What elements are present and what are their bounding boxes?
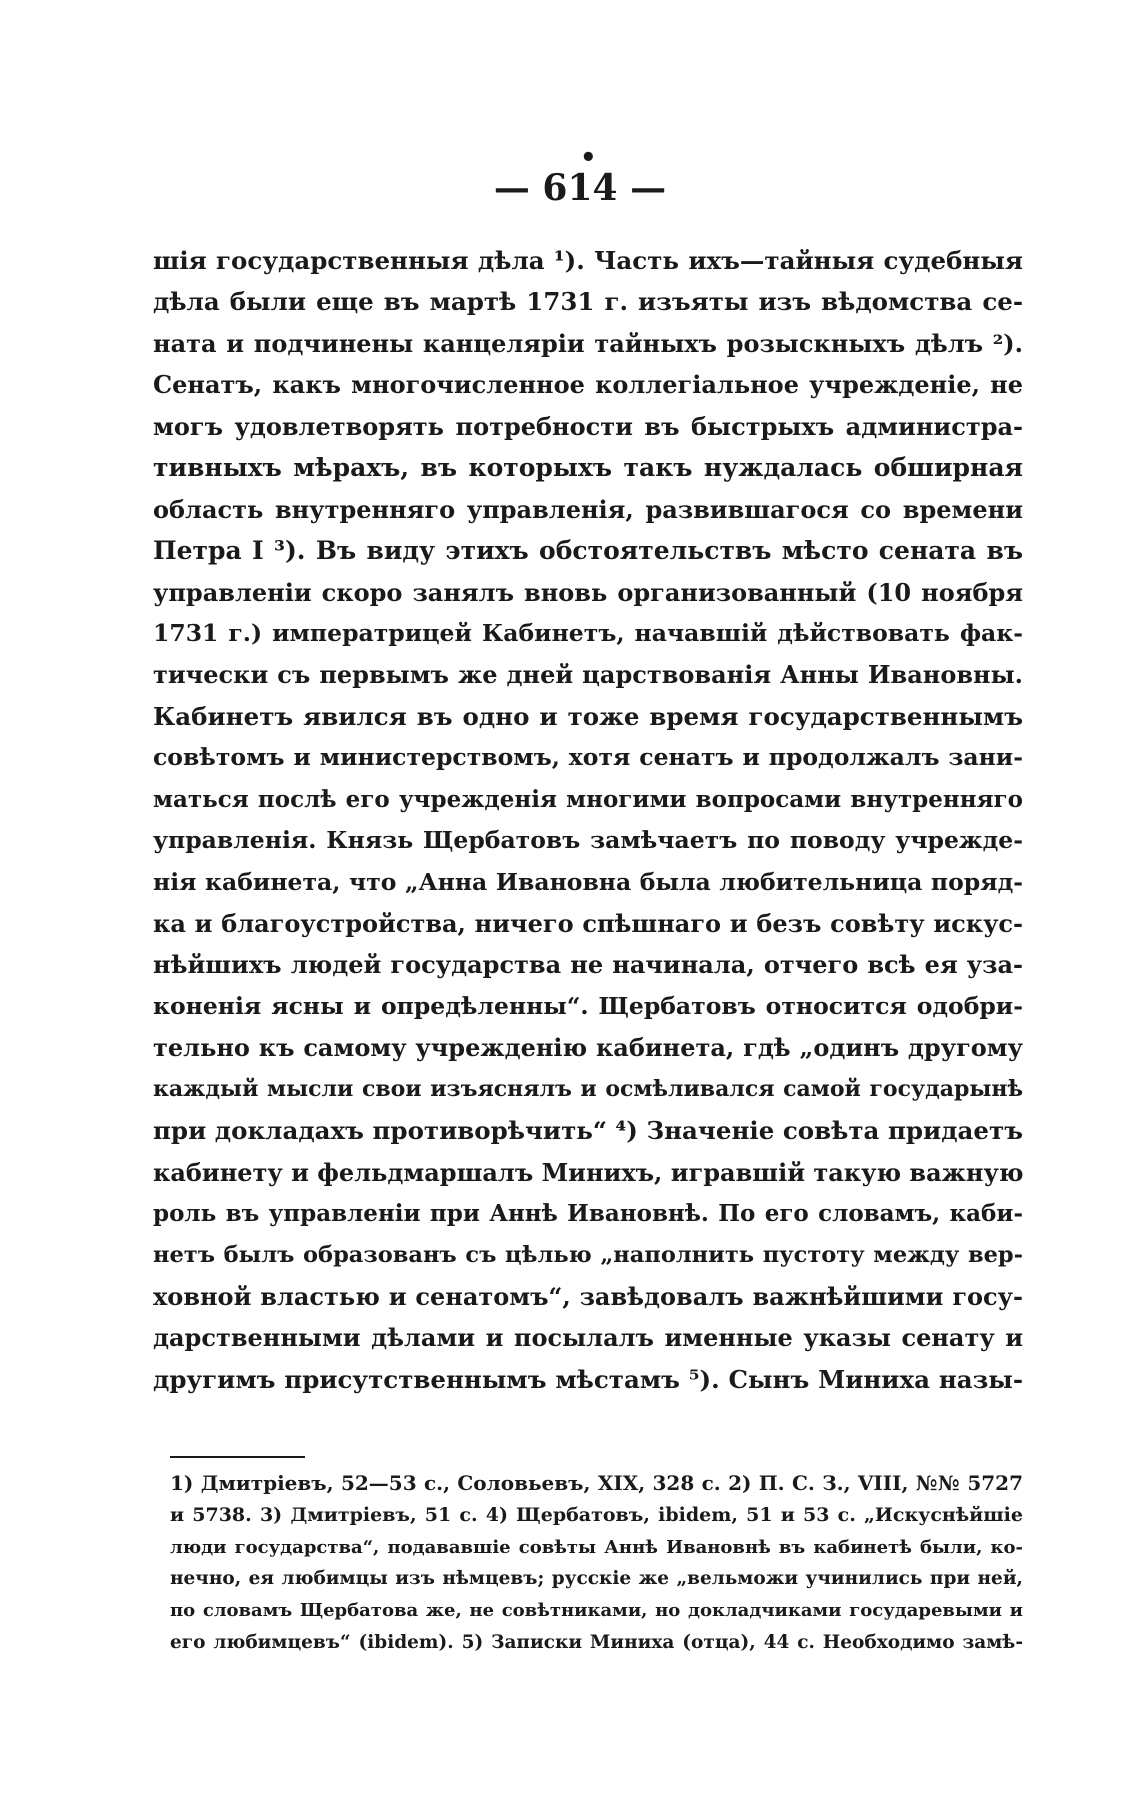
text-line: ка и благоустройства, ничего спѣшнаго и безъ совѣту искус- xyxy=(153,909,1023,938)
footnote-line: по словамъ Щербатова же, не совѣтниками, но докладчиками государевыми и xyxy=(170,1600,1023,1622)
body-text xyxy=(153,240,1023,1400)
text-line: ната и подчинены канцеляріи тайныхъ розыскныхъ дѣлъ ²). xyxy=(153,328,1023,358)
footnote-line: люди государства“, подававшіе совѣты Аннѣ Ивановнѣ въ кабинетѣ были, ко- xyxy=(170,1536,1023,1558)
text-line: управленія. Князь Щербатовъ замѣчаетъ по поводу учрежде- xyxy=(153,826,1023,855)
text-line: другимъ присутственнымъ мѣстамъ ⁵). Сынъ Миниха назы- xyxy=(153,1364,1023,1394)
text-line: область внутренняго управленія, развившагося со времени xyxy=(153,494,1023,524)
text-line: маться послѣ его учрежденія многими вопросами внутренняго xyxy=(153,785,1023,813)
text-line: каждый мысли свои изъяснялъ и осмѣливался самой государынѣ xyxy=(153,1075,1023,1102)
page-number: — 614 — xyxy=(493,167,667,209)
text-line: кабинету и фельдмаршалъ Минихъ, игравшій такую важную xyxy=(153,1157,1024,1187)
text-line: нѣйшихъ людей государства не начинала, отчего всѣ ея уза- xyxy=(153,950,1023,980)
text-line: Сенатъ, какъ многочисленное коллегіальное учрежденіе, не xyxy=(153,370,1023,400)
text-line: 1731 г.) императрицей Кабинетъ, начавшій дѣйствовать фак- xyxy=(153,618,1023,647)
text-line: роль въ управленіи при Аннѣ Ивановнѣ. По его словамъ, каби- xyxy=(153,1200,1023,1228)
page-mark: • xyxy=(580,143,597,173)
footnote-line: нечно, ея любимцы изъ нѣмцевъ; русскіе же „вельможи учинились при ней, xyxy=(170,1568,1023,1590)
text-line: могъ удовлетворять потребности въ быстрыхъ администра- xyxy=(153,411,1023,441)
text-line: коненія ясны и опредѣленны“. Щербатовъ относится одобри- xyxy=(153,991,1023,1020)
text-line: тивныхъ мѣрахъ, въ которыхъ такъ нуждалась обширная xyxy=(153,453,1023,483)
text-line: дѣла были еще въ мартѣ 1731 г. изъяты изъ вѣдомства се- xyxy=(153,287,1023,317)
text-line: управленіи скоро занялъ вновь организованный (10 ноября xyxy=(153,577,1023,607)
text-line: шія государственныя дѣла ¹). Часть ихъ—тайныя судебныя xyxy=(153,246,1023,275)
text-line: нетъ былъ образованъ съ цѣлью „наполнить пустоту между вер- xyxy=(153,1241,1023,1268)
text-line: совѣтомъ и министерствомъ, хотя сенатъ и продолжалъ зани- xyxy=(153,743,1023,772)
text-line: Петра I ³). Въ виду этихъ обстоятельствъ мѣсто сената въ xyxy=(153,536,1023,566)
text-line: Кабинетъ явился въ одно и тоже время государственнымъ xyxy=(153,701,1023,731)
text-line: дарственными дѣлами и посылалъ именные указы сенату и xyxy=(153,1323,1023,1353)
footnote-line: 1) Дмитріевъ, 52—53 с., Соловьевъ, XIX, 328 с. 2) П. С. З., VIII, №№ 5727 xyxy=(170,1471,1023,1495)
text-line: тически съ первымъ же дней царствованія Анны Ивановны. xyxy=(153,660,1023,690)
text-line: нія кабинета, что „Анна Ивановна была любительница поряд- xyxy=(153,867,1023,896)
text-line: при докладахъ противорѣчить“ ⁴) Значеніе совѣта придаетъ xyxy=(153,1116,1023,1146)
footnote-divider xyxy=(170,1456,305,1458)
footnotes xyxy=(170,1468,1023,1659)
footnote-line: и 5738. 3) Дмитріевъ, 51 с. 4) Щербатовъ, ibidem, 51 и 53 с. „Искуснѣйшіе xyxy=(170,1503,1023,1526)
footnote-line: его любимцевъ“ (ibidem). 5) Записки Миниха (отца), 44 с. Необходимо замѣ- xyxy=(170,1631,1023,1653)
text-line: ховной властью и сенатомъ“, завѣдовалъ важнѣйшими госу- xyxy=(153,1281,1023,1311)
text-line: тельно къ самому учрежденію кабинета, гдѣ „одинъ другому xyxy=(153,1033,1023,1063)
